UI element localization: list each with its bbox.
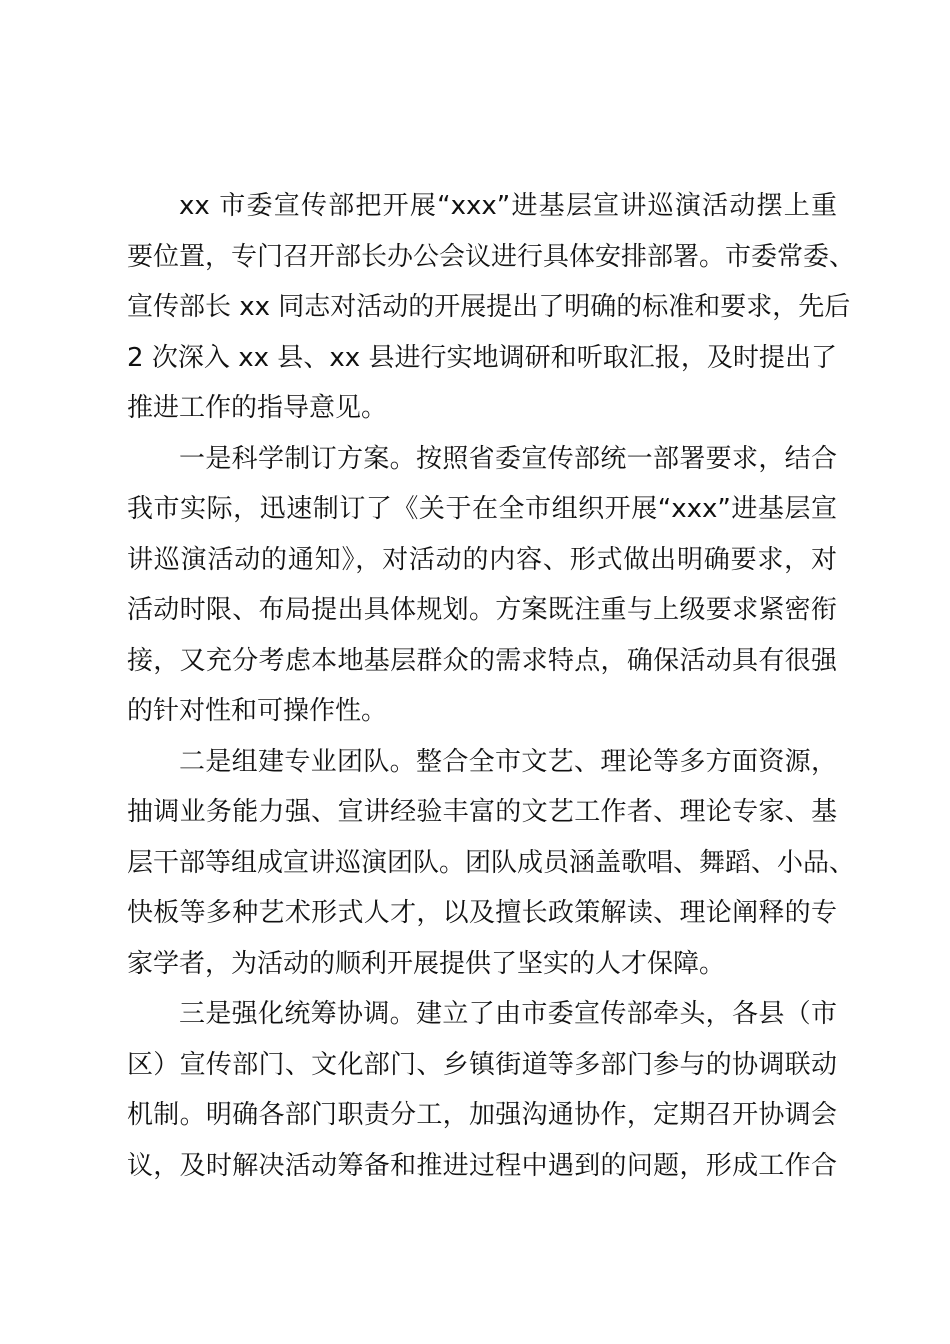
- text-line: 一是科学制订方案。按照省委宣传部统一部署要求，结合: [179, 443, 837, 474]
- text-line: 层干部等组成宣讲巡演团队。团队成员涵盖歌唱、舞蹈、小品、: [127, 847, 856, 878]
- paragraph-intro: [127, 181, 856, 434]
- text-line: 我市实际，迅速制订了《关于在全市组织开展“xxx”进基层宣: [127, 494, 837, 524]
- text-line: 要位置，专门召开部长办公会议进行具体安排部署。市委常委、: [127, 241, 856, 272]
- paragraph-coordination: [127, 989, 837, 1191]
- text-line: 快板等多种艺术形式人才，以及擅长政策解读、理论阐释的专: [127, 898, 837, 928]
- text-line: 二是组建专业团队。整合全市文艺、理论等多方面资源，: [179, 746, 837, 777]
- text-line: 三是强化统筹协调。建立了由市委宣传部牵头，各县（市: [179, 999, 837, 1029]
- text-line: 的针对性和可操作性。: [127, 696, 388, 726]
- text-line: 家学者，为活动的顺利开展提供了坚实的人才保障。: [127, 948, 726, 979]
- text-line: 活动时限、布局提出具体规划。方案既注重与上级要求紧密衔: [127, 595, 837, 625]
- text-line: 抽调业务能力强、宣讲经验丰富的文艺工作者、理论专家、基: [127, 797, 837, 827]
- text-line: 宣传部长 xx 同志对活动的开展提出了明确的标准和要求，先后: [127, 292, 851, 322]
- text-line: 议，及时解决活动筹备和推进过程中遇到的问题，形成工作合: [127, 1150, 837, 1181]
- text-line: 机制。明确各部门职责分工，加强沟通协作，定期召开协调会: [127, 1100, 837, 1130]
- text-line: 接，又充分考虑本地基层群众的需求特点，确保活动具有很强: [127, 645, 837, 676]
- text-line: 2 次深入 xx 县、xx 县进行实地调研和听取汇报，及时提出了: [127, 342, 837, 373]
- text-line: 推进工作的指导意见。: [127, 393, 388, 423]
- paragraph-team: [127, 737, 856, 990]
- document-body: [127, 181, 856, 1191]
- text-line: 区）宣传部门、文化部门、乡镇街道等多部门参与的协调联动: [127, 1049, 837, 1080]
- text-line: xx 市委宣传部把开展“xxx”进基层宣讲巡演活动摆上重: [179, 191, 837, 221]
- paragraph-plan: [127, 434, 837, 737]
- text-line: 讲巡演活动的通知》，对活动的内容、形式做出明确要求，对: [127, 544, 837, 575]
